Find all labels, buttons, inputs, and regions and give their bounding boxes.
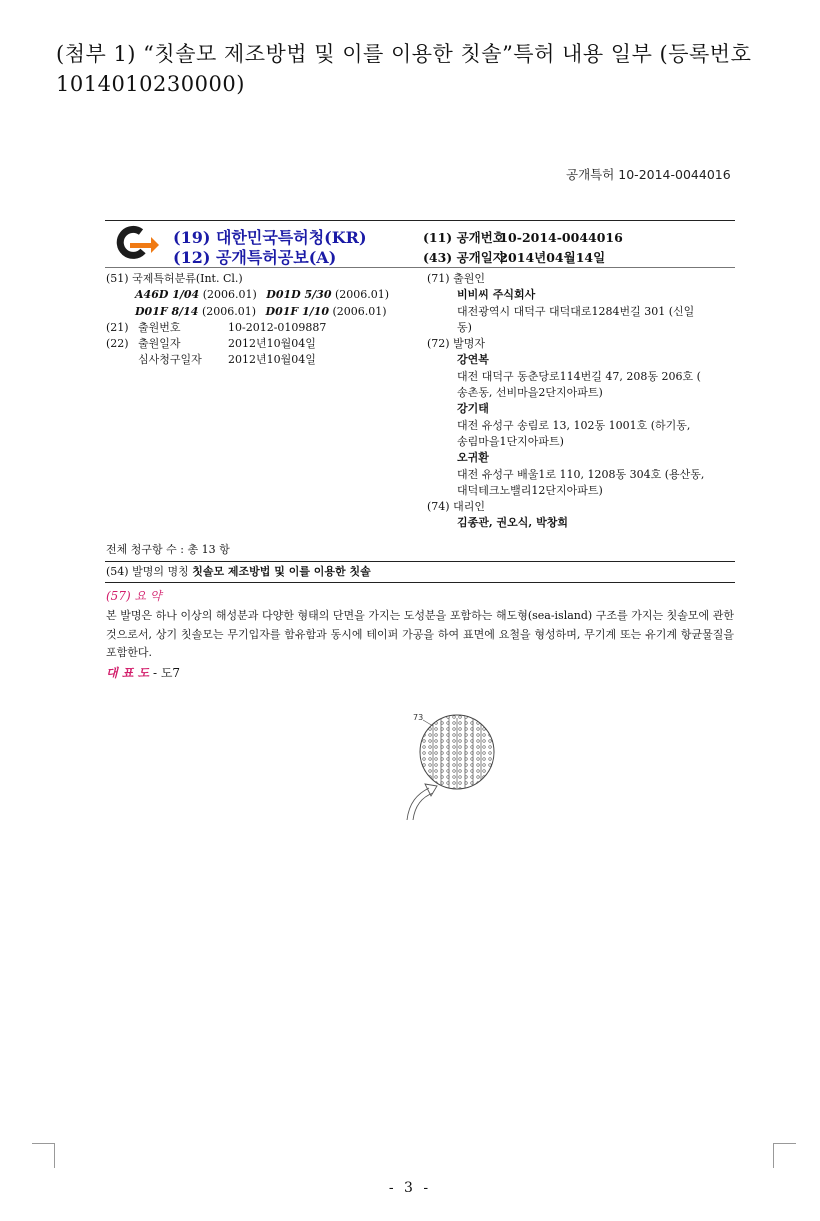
applicant-address-line: 대전광역시 대덕구 대덕대로1284번길 301 (신일 (457, 304, 695, 318)
application-number-value: 10-2012-0109887 (228, 320, 327, 334)
publication-date-value: 2014년04월14일 (499, 250, 606, 265)
application-date-num: (22) (106, 337, 129, 351)
representative-drawing (403, 708, 503, 823)
ipc-code: D01D 5/30 (266, 288, 332, 302)
ipc-date: (2006.01) (202, 288, 257, 302)
invention-title-value: 칫솔모 제조방법 및 이를 이용한 칫솔 (192, 565, 371, 578)
ipc-date: (2006.01) (332, 304, 387, 318)
inventor-name: 강연복 (457, 353, 489, 367)
attachment-heading-line1: (첨부 1) “칫솔모 제조방법 및 이를 이용한 칫솔”특허 내용 일부 (등록번호 (56, 42, 752, 66)
abstract-heading: (57) 요 약 (106, 589, 162, 603)
abstract-text: 본 발명은 하나 이상의 해성분과 다양한 형태의 단면을 가지는 도성분을 포함하는 해도형(sea-island) 구조를 가지는 칫솔모에 관한 것으로서, 상기 칫솔모는 무기입자를 함유함과 동시에 테이퍼 가공을 하여 표면에 요철을 형성하며, 무기계 또는 유기계 항균물질을 포함한다. (106, 609, 734, 659)
invention-title-label: (54) 발명의 명칭 (106, 565, 189, 578)
ipc-date: (2006.01) (201, 304, 257, 318)
invention-title-row (106, 564, 371, 580)
application-number-row (106, 320, 389, 336)
representative-figure-row (106, 665, 180, 681)
agent-label: (74) 대리인 (427, 500, 485, 514)
ipc-row-2 (106, 304, 389, 320)
bibliographic-left-column (106, 271, 389, 369)
ipc-label: (51) 국제특허분류(Int. Cl.) (106, 272, 243, 285)
inventor-name: 오귀환 (457, 451, 489, 465)
examination-date-label: 심사청구일자 (138, 353, 202, 367)
inventor-address-line: 송촌동, 선비마을2단지아파트) (457, 386, 603, 400)
publication-date-row (423, 248, 605, 266)
application-number-label: 출원번호 (138, 320, 181, 334)
publication-number-value: 10-2014-0044016 (499, 230, 623, 245)
ipc-code: D01F 8/14 (135, 304, 199, 318)
publication-type: (12) 공개특허공보(A) (173, 248, 337, 267)
header-top-rule (105, 220, 735, 221)
inventor-address-line: 대덕테크노밸리12단지아파트) (457, 483, 603, 497)
corner-mark-bottom-left (32, 1143, 55, 1168)
examination-date-value: 2012년10월04일 (228, 353, 316, 367)
ipc-date: (2006.01) (334, 288, 390, 302)
application-date-row (106, 336, 389, 352)
application-date-value: 2012년10월04일 (228, 337, 316, 351)
publication-number-top: 공개특허 10-2014-0044016 (566, 167, 731, 182)
kipo-logo (113, 224, 161, 262)
claims-total: 전체 청구항 수 : 총 13 항 (106, 543, 230, 556)
application-date-label: 출원일자 (138, 337, 181, 351)
title-top-rule (105, 561, 735, 562)
page-number: - 3 - (388, 1180, 432, 1196)
applicant-label: (71) 출원인 (427, 272, 485, 285)
header-bottom-rule (105, 267, 735, 268)
inventor-label: (72) 발명자 (427, 337, 485, 351)
inventor-address-line: 대전 유성구 배울1로 110, 1208동 304호 (용산동, (457, 467, 705, 481)
title-bottom-rule (105, 582, 735, 583)
examination-date-row (106, 352, 389, 368)
applicant-name: 비비씨 주식회사 (457, 288, 536, 302)
publication-date-label: (43) 공개일자 (423, 250, 505, 265)
bibliographic-right-column (427, 271, 704, 532)
inventor-address-line: 대전 유성구 송림로 13, 102동 1001호 (하기동, (457, 418, 691, 432)
ipc-code: D01F 1/10 (265, 304, 330, 318)
applicant-address-line: 동) (457, 320, 472, 334)
application-number-num: (21) (106, 320, 129, 334)
publication-number-row (423, 228, 623, 246)
representative-figure-value: - 도7 (152, 666, 181, 680)
representative-figure-label: 대 표 도 (106, 666, 150, 680)
attachment-heading-line2: 1014010230000) (56, 72, 245, 96)
corner-mark-bottom-right (773, 1143, 796, 1168)
inventor-address-line: 송림마을1단지아파트) (457, 434, 564, 448)
ipc-row-1 (106, 287, 389, 303)
ipc-code: A46D 1/04 (135, 288, 200, 302)
inventor-address-line: 대전 대덕구 동춘당로114번길 47, 208동 206호 ( (457, 369, 701, 383)
figure-reference-number: 73 (413, 713, 424, 722)
publication-number-label: (11) 공개번호 (423, 230, 505, 245)
agent-names: 김종관, 권오식, 박창희 (457, 516, 568, 530)
patent-office-name: (19) 대한민국특허청(KR) (173, 228, 367, 247)
inventor-name: 강기태 (457, 402, 489, 416)
